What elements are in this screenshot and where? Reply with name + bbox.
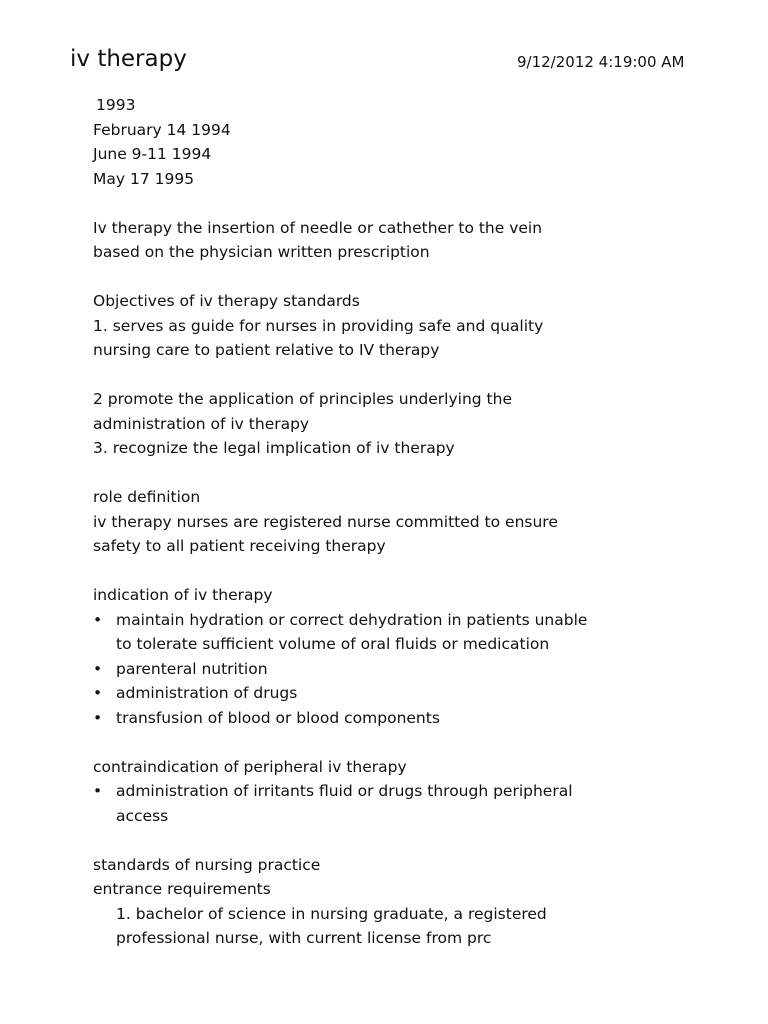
list-item: • administration of irritants fluid or drugs through peripheral access [93, 779, 693, 828]
objective-item: 2 promote the application of principles underlying the [93, 390, 512, 408]
contraindication-list [93, 779, 693, 828]
standards-heading: standards of nursing practice [93, 855, 321, 874]
timestamp: 9/12/2012 4:19:00 AM [517, 53, 685, 71]
dates-list [93, 93, 693, 191]
definition-line: Iv therapy the insertion of needle or cathether to the vein [93, 218, 543, 237]
objective-item: 3. recognize the legal implication of iv therapy [93, 439, 455, 457]
date-line: May 17 1995 [93, 169, 195, 188]
date-line: June 9-11 1994 [93, 145, 212, 163]
standards-item: 1. bachelor of science in nursing graduate, a registered [116, 904, 547, 923]
contraindication-heading: contraindication of peripheral iv therapy [93, 757, 407, 776]
list-item: • administration of drugs [93, 681, 693, 706]
objectives-heading: Objectives of iv therapy standards [93, 292, 360, 310]
standards-section [93, 853, 693, 951]
objectives-section [93, 289, 693, 461]
date-line: February 14 1994 [93, 120, 231, 139]
role-section [93, 485, 693, 559]
indication-section [93, 583, 693, 730]
role-heading: role definition [93, 488, 201, 506]
date-line: 1993 [96, 96, 136, 114]
standards-subheading: entrance requirements [93, 880, 271, 898]
page-title: iv therapy [70, 46, 187, 72]
objective-item: 1. serves as guide for nurses in providing safe and quality [93, 316, 544, 335]
indication-heading: indication of iv therapy [93, 586, 273, 604]
document-body [93, 93, 693, 951]
standards-item: professional nurse, with current license from prc [116, 929, 492, 947]
list-item: • maintain hydration or correct dehydration in patients unable to tolerate sufficient volume of oral fluids or medication [93, 608, 693, 657]
indication-list [93, 608, 693, 731]
objective-item: nursing care to patient relative to IV therapy [93, 341, 440, 359]
list-item: • parenteral nutrition [93, 657, 693, 682]
contraindication-section [93, 755, 693, 829]
objective-item: administration of iv therapy [93, 414, 310, 433]
role-text: iv therapy nurses are registered nurse committed to ensure [93, 512, 558, 531]
definition-line: based on the physician written prescription [93, 243, 430, 261]
role-text: safety to all patient receiving therapy [93, 537, 386, 555]
list-item: • transfusion of blood or blood components [93, 706, 693, 731]
definition-paragraph [93, 216, 693, 265]
